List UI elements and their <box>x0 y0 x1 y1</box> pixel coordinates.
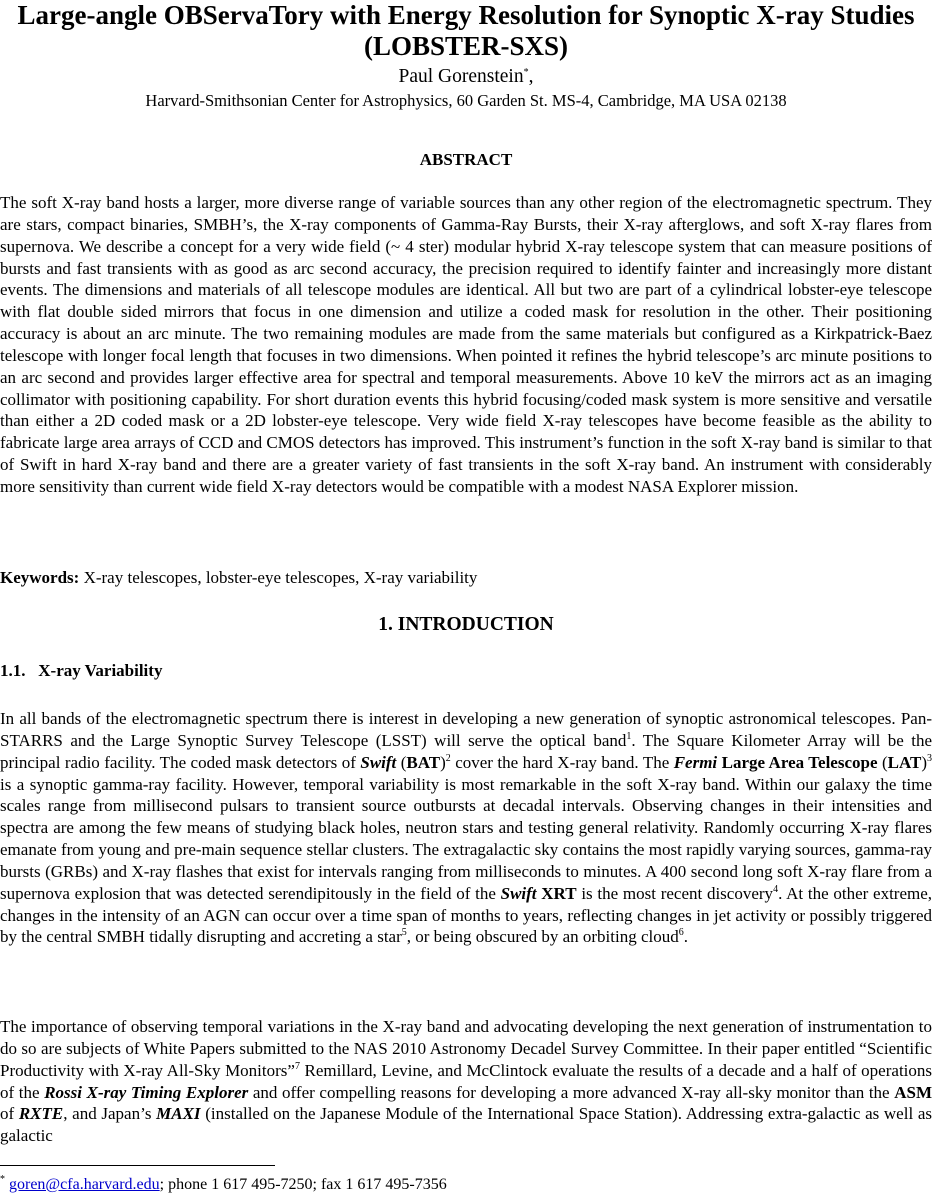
intro-paragraph-2: The importance of observing temporal variations in the X-ray band and advocating developing the next generation of instrumentation to do so are subjects of White Papers submitted to the NAS 2010 Astronomy Decadel Survey Committee. In their paper entitled “Scientific Productivity with X-ray All-Sky Monitors”$^7$ Remillard, Levine, and McClintock evaluate the results of a decade and a half of operations of the Rossi X-ray Timing Explorer and offer compelling reasons for developing a more advanced X-ray all-sky monitor than the ASM of RXTE, and Japan’s MAXI (installed on the Japanese Module of the International Space Station). Addressing extra-galactic as well as galactic <box>0 1017 932 1146</box>
reference-mark: 7 <box>294 1060 300 1072</box>
section-heading-introduction: 1. INTRODUCTION <box>378 614 554 635</box>
keywords-line <box>0 567 932 588</box>
email-link[interactable]: goren@cfa.harvard.edu <box>9 1176 160 1193</box>
author-footnote-mark: * <box>523 67 529 78</box>
intro-paragraph-1: In all bands of the electromagnetic spectrum there is interest in developing a new generation of synoptic astronomical telescopes. Pan-STARRS and the Large Synoptic Survey Telescope (LSST) will serve the optical band$^1$. The Square Kilometer Array will be the principal radio facility. The coded mask detectors of Swift (BAT)$^2$ cover the hard X-ray band. The Fermi Large Area Telescope (LAT)$^3$ is a synoptic gamma-ray facility. However, temporal variability is most remarkable in the soft X-ray band. Within our galaxy the time scales range from millisecond pulsars to transient source outbursts at decadal intervals. Observing changes in their intensities and spectra are among the few means of studying black holes, neutron stars and testing general relativity. Randomly occurring X-ray flares emanate from young and pre-main sequence stellar clusters. The extragalactic sky contains the most rapidly varying sources, gamma-ray bursts (GRBs) and X-ray flashes that exist for intervals ranging from milliseconds to minutes. A 400 second long soft X-ray flare from a supernova explosion that was detected serendipitously in the field of the Swift XRT is the most recent discovery$^4$. At the other extreme, changes in the intensity of an AGN can occur over a time span of months to years, reflecting changes in jet activity or possibly triggered by the central SMBH tidally disrupting and accreting a star$^5$, or being obscured by an orbiting cloud$^6$. <box>0 709 932 947</box>
paper-title: Large-angle OBServaTory with Energy Resolution for Synoptic X-ray Studies (LOBSTER-SXS) <box>17 0 915 61</box>
reference-mark: 3 <box>927 752 932 764</box>
author-line: Paul Gorenstein*, <box>398 66 534 87</box>
reference-mark: 4 <box>773 883 779 895</box>
footnote-contact: ; phone 1 617 495-7250; fax 1 617 495-7356 <box>159 1176 447 1193</box>
subsection-heading-xray-variability: 1.1. X-ray Variability <box>0 661 163 680</box>
reference-mark: 6 <box>678 927 684 939</box>
reference-mark: 2 <box>445 752 451 764</box>
abstract-text: The soft X-ray band hosts a larger, more diverse range of variable sources than any other region of the electromagnetic spectrum. They are stars, compact binaries, SMBH’s, the X-ray components of Gamma-Ray Bursts, their X-ray afterglows, and soft X-ray flares from supernova. We describe a concept for a very wide field (~ 4 ster) modular hybrid X-ray telescope system that can measure positions of bursts and fast transients with as good as arc second accuracy, the precision required to identify fainter and increasingly more distant events. The dimensions and materials of all telescope modules are identical. All but two are part of a cylindrical lobster-eye telescope with flat double sided mirrors that focus in one dimension and utilize a coded mask for resolution in the other. Their positioning accuracy is about an arc minute. The two remaining modules are made from the same materials but configured as a Kirkpatrick-Baez telescope with longer focal length that focuses in two dimensions. When pointed it refines the hybrid telescope’s arc minute positions to an arc second and provides larger effective area for spectral and temporal measurements. Above 10 keV the mirrors act as an imaging collimator with positioning capability. For short duration events this hybrid focusing/coded mask system is more sensitive and versatile than either a 2D coded mask or a 2D lobster-eye telescope. Very wide field X-ray telescopes have become feasible as the ability to fabricate large area arrays of CCD and CMOS detectors has improved. This instrument’s function in the soft X-ray band is similar to that of Swift in hard X-ray band and there are a greater variety of fast transients in the soft X-ray band. An instrument with considerably more sensitivity than current wide field X-ray detectors would be compatible with a modest NASA Explorer mission. <box>0 193 932 496</box>
abstract-heading: ABSTRACT <box>419 150 513 169</box>
reference-mark: 1 <box>626 730 632 742</box>
keywords-label: Keywords: <box>0 568 80 587</box>
author-name: Paul Gorenstein <box>398 66 524 87</box>
keywords-text: X-ray telescopes, lobster-eye telescopes, X-ray variability <box>79 568 478 587</box>
footnote-mark: * <box>0 1174 5 1185</box>
footnote-divider <box>0 1165 275 1166</box>
author-affiliation: Harvard-Smithsonian Center for Astrophysics, 60 Garden St. MS-4, Cambridge, MA USA 02138 <box>145 91 787 110</box>
footnote <box>0 1175 932 1195</box>
reference-mark: 5 <box>401 927 407 939</box>
